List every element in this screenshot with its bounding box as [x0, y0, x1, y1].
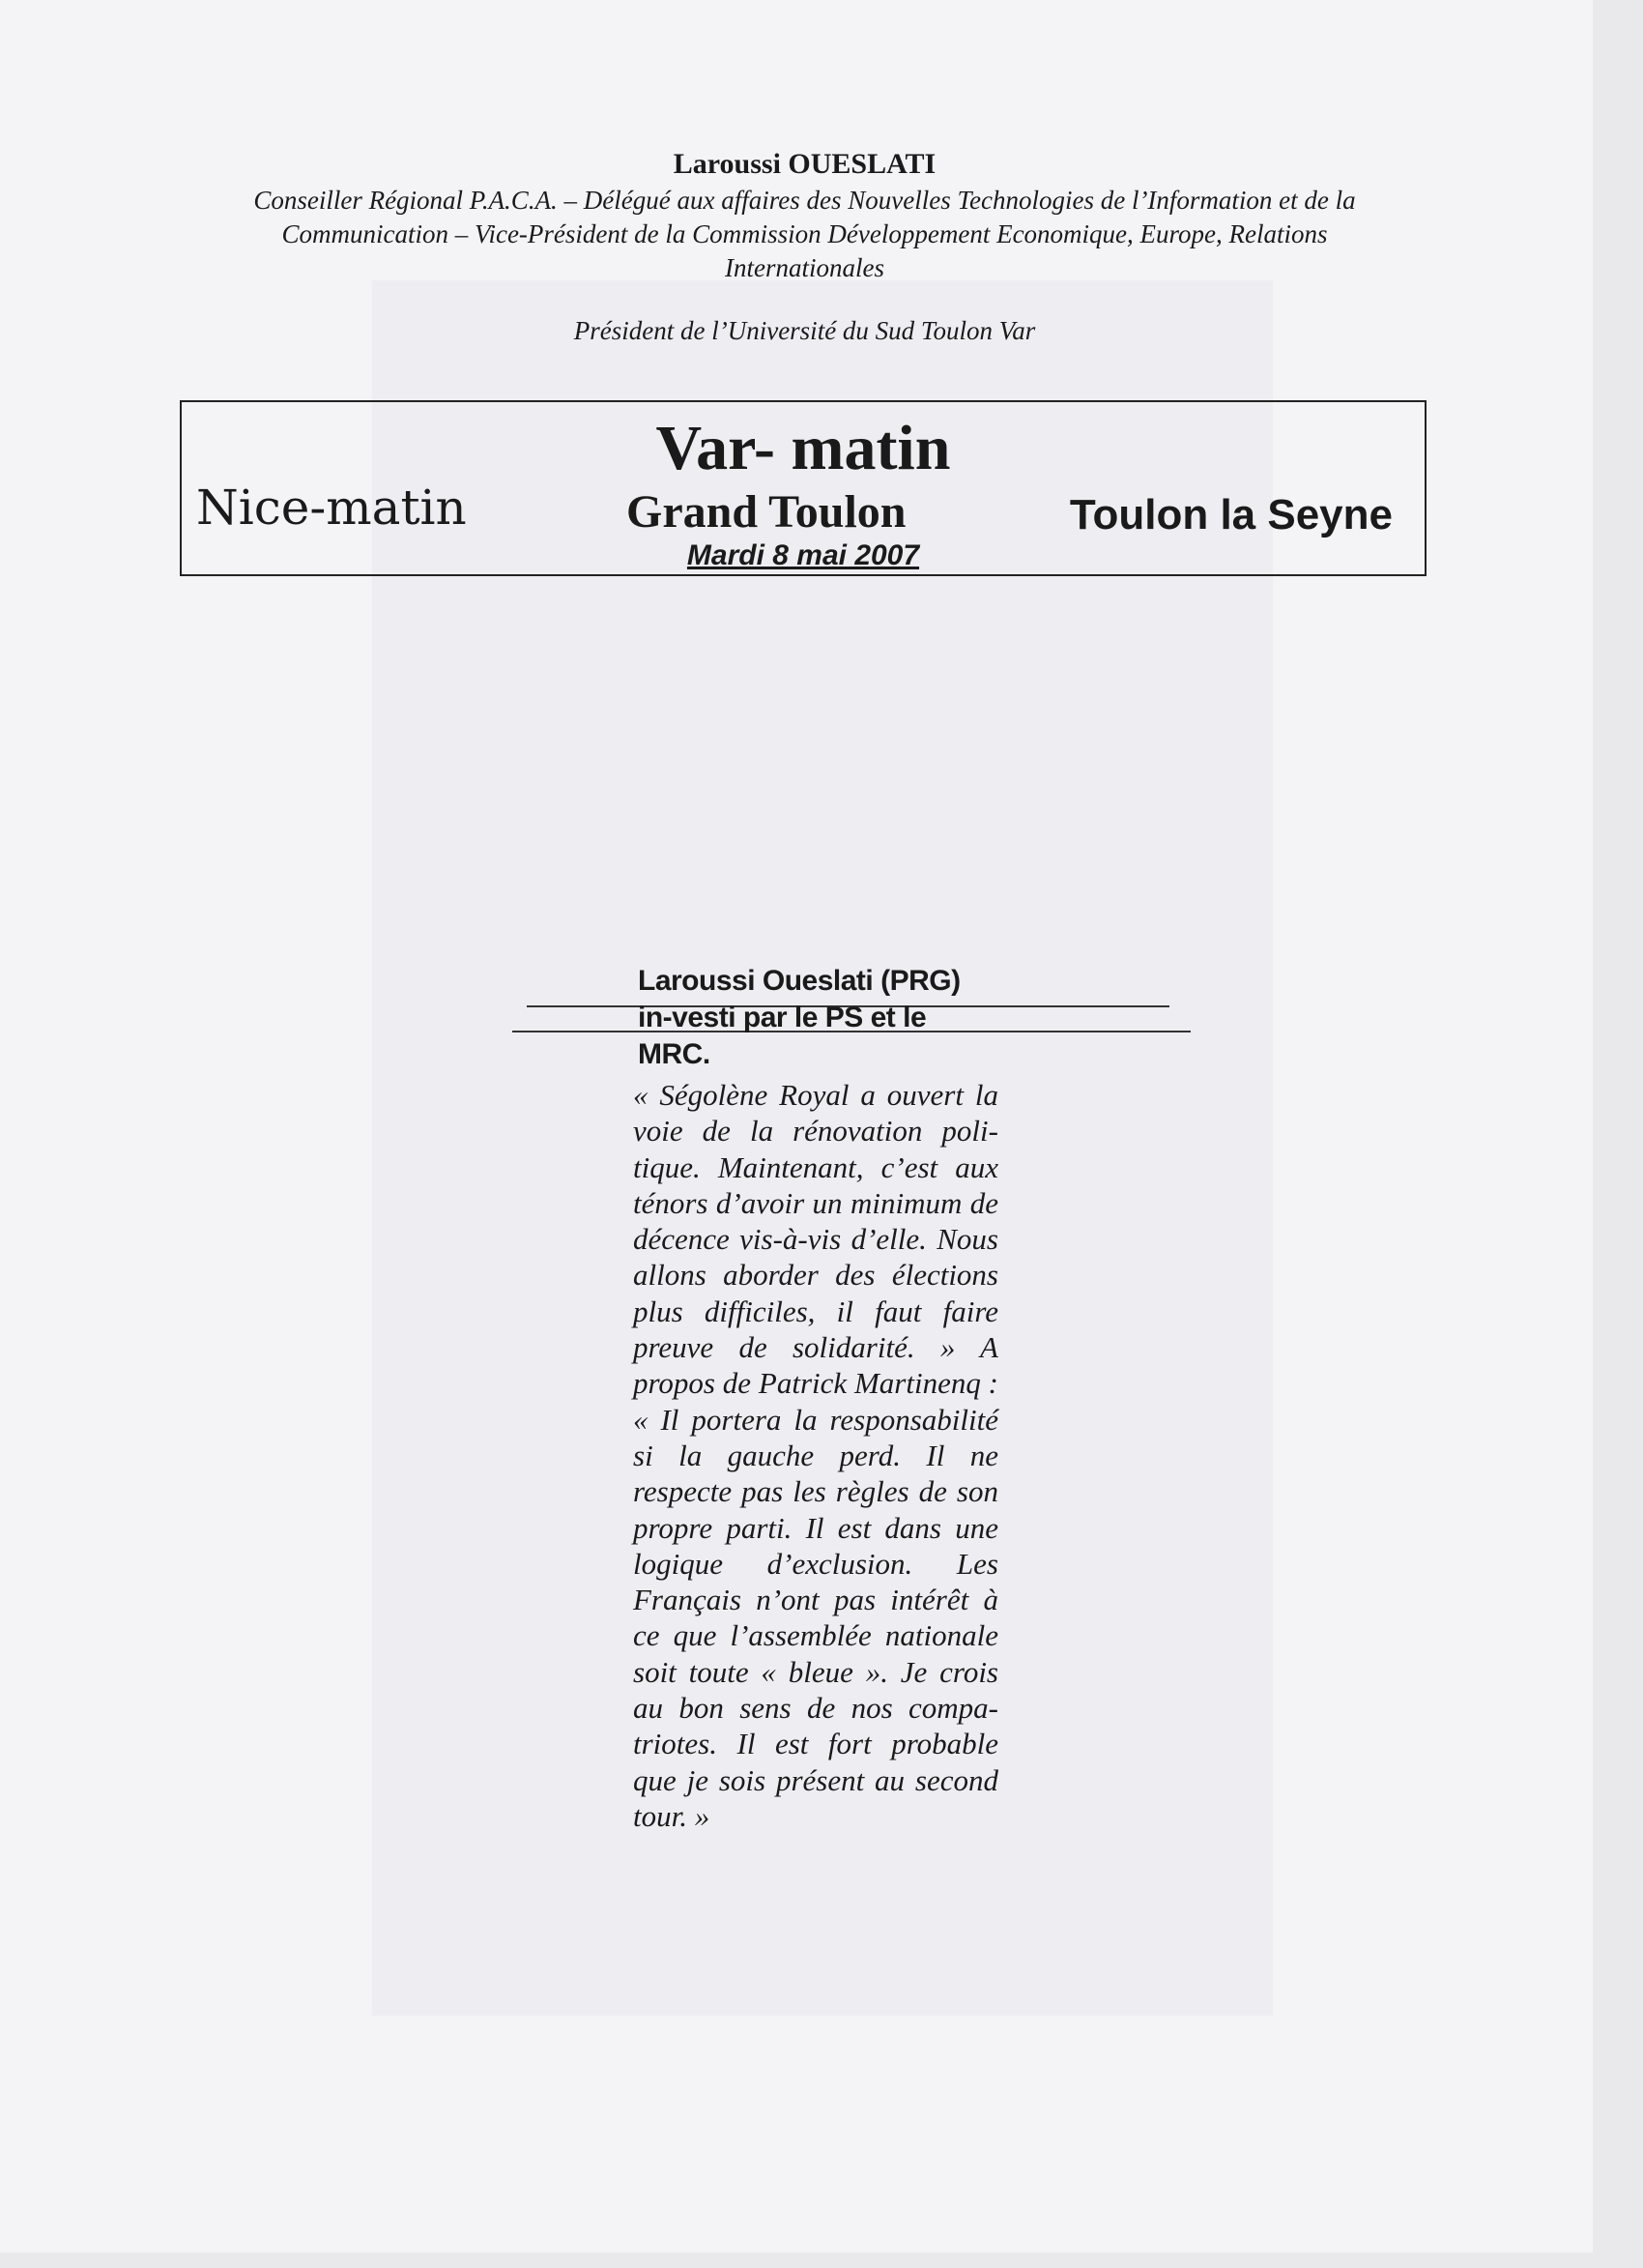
edition-left: Nice-matin — [196, 480, 467, 536]
author-header — [145, 145, 1464, 348]
edition-right: Toulon la Seyne — [1069, 491, 1393, 538]
article-body: « Ségolène Royal a ouvert la voie de la rénovation politique. Maintenant, c’est aux ténors d’avoir un minimum de décence vis-à-vis d’elle. Nous allons aborder des élections plus difficiles, il faut faire preuve de solidarité. » A propos de Patrick Martinenq : « Il portera la responsabilité si la gauche perd. Il ne respecte pas les règles de son propre parti. Il est dans une logique d’exclusion. Les Français n’ont pas intérêt à ce que l’assemblée nationale soit toute « bleue ». Je crois au bon sens de nos compatriotes. Il est fort probable que je sois présent au second tour. » — [633, 1078, 998, 1833]
newspaper-title: Var- matin — [655, 413, 951, 483]
newspaper-masthead — [180, 400, 1427, 576]
publication-date: Mardi 8 mai 2007 — [686, 539, 920, 571]
author-name: Laroussi OUESLATI — [673, 148, 937, 180]
author-roles: Conseiller Régional P.A.C.A. – Délégué aux affaires des Nouvelles Technologies de l’Information et de la Communication – Vice-Président de la Commission Développement Economique, Europe, Relations Internationales — [253, 186, 1356, 282]
author-president: Président de l’Université du Sud Toulon Var — [573, 316, 1036, 345]
edition-center: Grand Toulon — [626, 486, 907, 538]
article-title: Laroussi Oueslati (PRG) in-vesti par le PS et le MRC. — [638, 965, 961, 1070]
article-clipping — [633, 963, 998, 1834]
